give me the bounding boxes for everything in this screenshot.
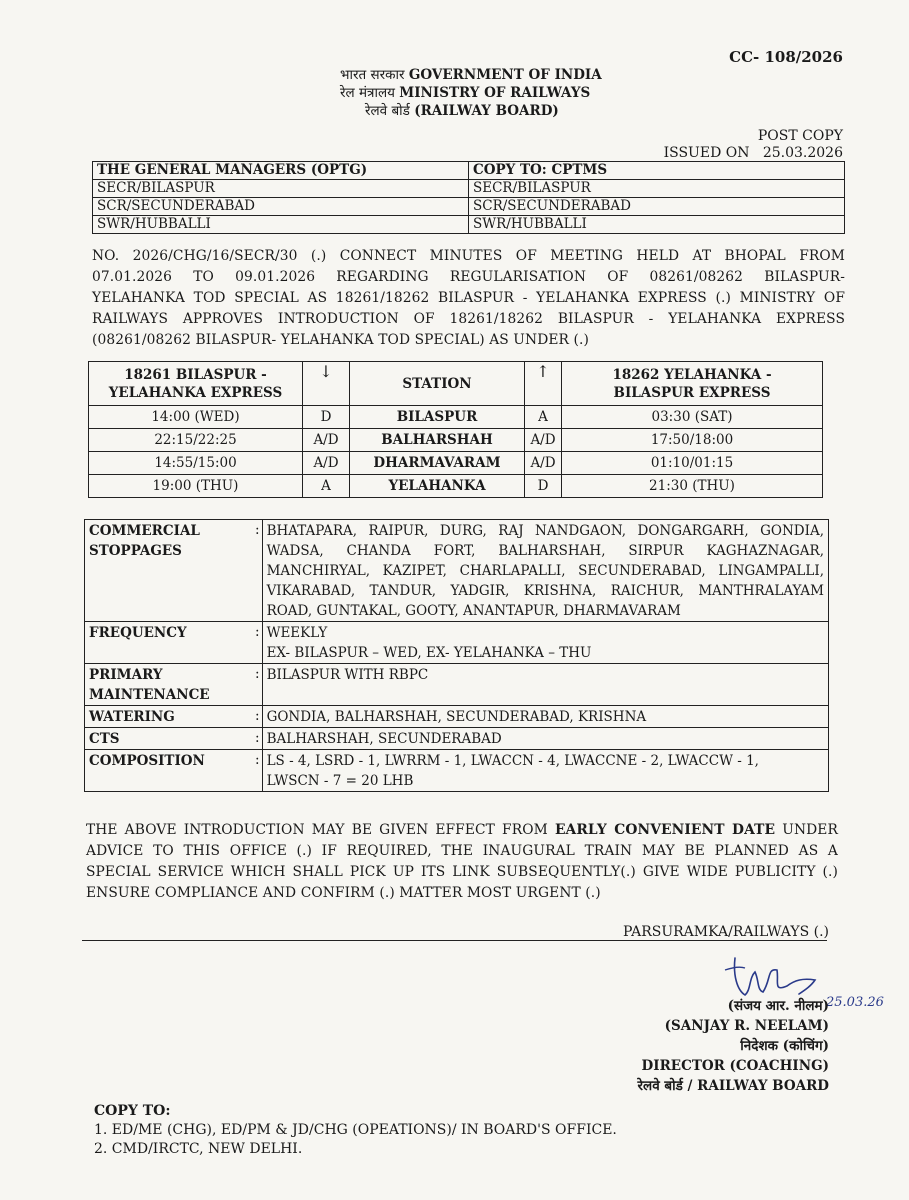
closing-line xyxy=(86,820,838,841)
maintenance-label-line: PRIMARY xyxy=(89,667,163,683)
frequency-line: WEEKLY xyxy=(266,625,328,641)
copy-to-item: 2. CMD/IRCTC, NEW DELHI. xyxy=(94,1141,303,1157)
frequency-line: EX- BILASPUR – WED, EX- YELAHANKA – THU xyxy=(266,645,592,661)
timetable-row xyxy=(89,429,823,452)
composition-value xyxy=(262,750,828,792)
closing-text: UNDER xyxy=(782,822,838,838)
up-arrow-icon: ↑ xyxy=(525,362,562,406)
down-time: 14:55/15:00 xyxy=(89,452,303,475)
down-train-name-2: YELAHANKA EXPRESS xyxy=(108,384,283,401)
closing-line: ADVICE TO THIS OFFICE (.) IF REQUIRED, THE INAUGURAL TRAIN MAY BE PLANNED AS A xyxy=(86,843,838,859)
issued-label: ISSUED ON xyxy=(663,145,750,161)
down-arr-dep: D xyxy=(303,406,350,429)
copy-cell: SCR/SECUNDERABAD xyxy=(469,198,845,216)
up-train-name-2: BILASPUR EXPRESS xyxy=(613,384,771,401)
cts-value: BALHARSHAH, SECUNDERABAD xyxy=(262,728,828,750)
up-arr-dep: D xyxy=(525,475,562,498)
closing-line: ENSURE COMPLIANCE AND CONFIRM (.) MATTER MOST URGENT (.) xyxy=(86,885,601,901)
timetable-row xyxy=(89,475,823,498)
gov-english: GOVERNMENT OF INDIA xyxy=(408,67,602,83)
telegraphic-address: PARSURAMKA/RAILWAYS (.) xyxy=(622,924,829,940)
station-name: BILASPUR xyxy=(350,406,525,429)
watering-label: WATERING xyxy=(85,706,254,728)
intro-line: RAILWAYS APPROVES INTRODUCTION OF 18261/18262 BILASPUR - YELAHANKA EXPRESS xyxy=(92,311,845,327)
watering-value: GONDIA, BALHARSHAH, SECUNDERABAD, KRISHNA xyxy=(262,706,828,728)
closing-text: THE ABOVE INTRODUCTION MAY BE GIVEN EFFECT FROM xyxy=(86,822,548,838)
issued-date: 25.03.2026 xyxy=(762,145,843,161)
intro-line: (08261/08262 BILASPUR- YELAHANKA TOD SPECIAL) AS UNDER (.) xyxy=(92,332,589,348)
cts-row xyxy=(85,728,829,750)
separator-line xyxy=(82,940,827,941)
stoppage-line: VIKARABAD, TANDUR, YADGIR, KRISHNA, RAICHUR, MANTHRALAYAM xyxy=(266,583,824,599)
copy-to-heading: COPY TO: xyxy=(94,1103,171,1119)
frequency-label: FREQUENCY xyxy=(85,622,254,664)
station-header: STATION xyxy=(350,362,525,406)
up-arr-dep: A/D xyxy=(525,429,562,452)
down-arrow-icon: ↓ xyxy=(303,362,350,406)
copy-to-block xyxy=(94,1102,617,1159)
down-time: 19:00 (THU) xyxy=(89,475,303,498)
timetable-row xyxy=(89,406,823,429)
issued-on xyxy=(664,145,843,161)
maintenance-label-line: MAINTENANCE xyxy=(89,687,210,703)
addressee-cell: SWR/HUBBALLI xyxy=(93,216,469,234)
intro-line: YELAHANKA TOD SPECIAL AS 18261/18262 BILASPUR - YELAHANKA EXPRESS (.) MINISTRY OF xyxy=(92,290,845,306)
signatory-name-hindi: (संजय आर. नीलम) xyxy=(727,998,829,1014)
office-name: रेलवे बोर्ड / RAILWAY BOARD xyxy=(637,1078,829,1094)
down-arr-dep: A/D xyxy=(303,429,350,452)
maintenance-label xyxy=(85,664,254,706)
composition-line: LWSCN - 7 = 20 LHB xyxy=(266,773,414,789)
stoppage-line: MANCHIRYAL, KAZIPET, CHARLAPALLI, SECUNDERABAD, LINGAMPALLI, xyxy=(266,563,824,579)
stoppages-label xyxy=(85,520,254,622)
down-arr-dep: A xyxy=(303,475,350,498)
intro-line: 07.01.2026 TO 09.01.2026 REGARDING REGULARISATION OF 08261/08262 BILASPUR- xyxy=(92,269,845,285)
composition-row xyxy=(85,750,829,792)
maintenance-value: BILASPUR WITH RBPC xyxy=(262,664,828,706)
down-time: 22:15/22:25 xyxy=(89,429,303,452)
copy-to-cptms-heading: COPY TO: CPTMS xyxy=(469,162,845,180)
down-train-name: 18261 BILASPUR - xyxy=(124,366,267,383)
frequency-value xyxy=(262,622,828,664)
station-name: YELAHANKA xyxy=(350,475,525,498)
intro-line: NO. 2026/CHG/16/SECR/30 (.) CONNECT MINUTES OF MEETING HELD AT BHOPAL FROM xyxy=(92,248,845,264)
copy-cell: SECR/BILASPUR xyxy=(469,180,845,198)
details-table xyxy=(84,519,829,792)
stoppage-line: BHATAPARA, RAIPUR, DURG, RAJ NANDGAON, DONGARGARH, GONDIA, xyxy=(266,523,824,539)
closing-emphasis: EARLY CONVENIENT DATE xyxy=(554,822,776,838)
maintenance-row xyxy=(85,664,829,706)
up-time: 01:10/01:15 xyxy=(562,452,823,475)
designation-hindi: निदेशक (कोचिंग) xyxy=(740,1038,829,1054)
down-train-header xyxy=(89,362,303,406)
handwritten-date: 25.03.26 xyxy=(826,995,884,1010)
down-arr-dep: A/D xyxy=(303,452,350,475)
general-managers-heading: THE GENERAL MANAGERS (OPTG) xyxy=(93,162,469,180)
up-arr-dep: A xyxy=(525,406,562,429)
composition-line: LS - 4, LSRD - 1, LWRRM - 1, LWACCN - 4, LWACCNE - 2, LWACCW - 1, xyxy=(266,753,759,769)
stoppages-label-line: COMMERCIAL xyxy=(89,523,200,539)
cts-label: CTS xyxy=(85,728,254,750)
station-name: BALHARSHAH xyxy=(350,429,525,452)
up-arr-dep: A/D xyxy=(525,452,562,475)
post-copy-label: POST COPY xyxy=(757,128,843,144)
colon: : xyxy=(253,728,262,750)
colon: : xyxy=(253,664,262,706)
down-time: 14:00 (WED) xyxy=(89,406,303,429)
ministry-english: MINISTRY OF RAILWAYS xyxy=(399,85,591,101)
stoppage-line: WADSA, CHANDA FORT, BALHARSHAH, SIRPUR KAGHAZNAGAR, xyxy=(266,543,824,559)
gov-hindi: भारत सरकार xyxy=(340,67,405,83)
watering-row xyxy=(85,706,829,728)
letterhead xyxy=(340,66,660,120)
frequency-row xyxy=(85,622,829,664)
signature-block xyxy=(638,996,829,1096)
timetable xyxy=(88,361,823,498)
copy-cell: SWR/HUBBALLI xyxy=(469,216,845,234)
composition-label: COMPOSITION xyxy=(85,750,254,792)
addressee-cell: SCR/SECUNDERABAD xyxy=(93,198,469,216)
ministry-hindi: रेल मंत्रालय xyxy=(340,85,395,101)
document-code: CC- 108/2026 xyxy=(729,48,843,66)
colon: : xyxy=(253,706,262,728)
station-name: DHARMAVARAM xyxy=(350,452,525,475)
addressee-table xyxy=(92,161,845,234)
board-english: (RAILWAY BOARD) xyxy=(414,103,559,119)
colon: : xyxy=(253,622,262,664)
stoppage-line: ROAD, GUNTAKAL, GOOTY, ANANTAPUR, DHARMAVARAM xyxy=(266,603,681,619)
up-train-name: 18262 YELAHANKA - xyxy=(612,366,772,383)
closing-paragraph xyxy=(86,820,838,904)
up-time: 21:30 (THU) xyxy=(562,475,823,498)
copy-to-item: 1. ED/ME (CHG), ED/PM & JD/CHG (OPEATIONS)/ IN BOARD'S OFFICE. xyxy=(94,1122,617,1138)
closing-line: SPECIAL SERVICE WHICH SHALL PICK UP ITS LINK SUBSEQUENTLY(.) GIVE WIDE PUBLICITY (.) xyxy=(86,864,838,880)
designation-english: DIRECTOR (COACHING) xyxy=(641,1058,829,1074)
stoppages-label-line: STOPPAGES xyxy=(89,543,182,559)
intro-paragraph xyxy=(92,246,845,351)
colon: : xyxy=(253,750,262,792)
up-time: 17:50/18:00 xyxy=(562,429,823,452)
stoppages-row xyxy=(85,520,829,622)
up-train-header xyxy=(562,362,823,406)
timetable-row xyxy=(89,452,823,475)
colon: : xyxy=(253,520,262,622)
board-hindi: रेलवे बोर्ड xyxy=(365,103,410,119)
stoppages-value xyxy=(262,520,828,622)
addressee-cell: SECR/BILASPUR xyxy=(93,180,469,198)
up-time: 03:30 (SAT) xyxy=(562,406,823,429)
signatory-name-english: (SANJAY R. NEELAM) xyxy=(664,1018,829,1034)
